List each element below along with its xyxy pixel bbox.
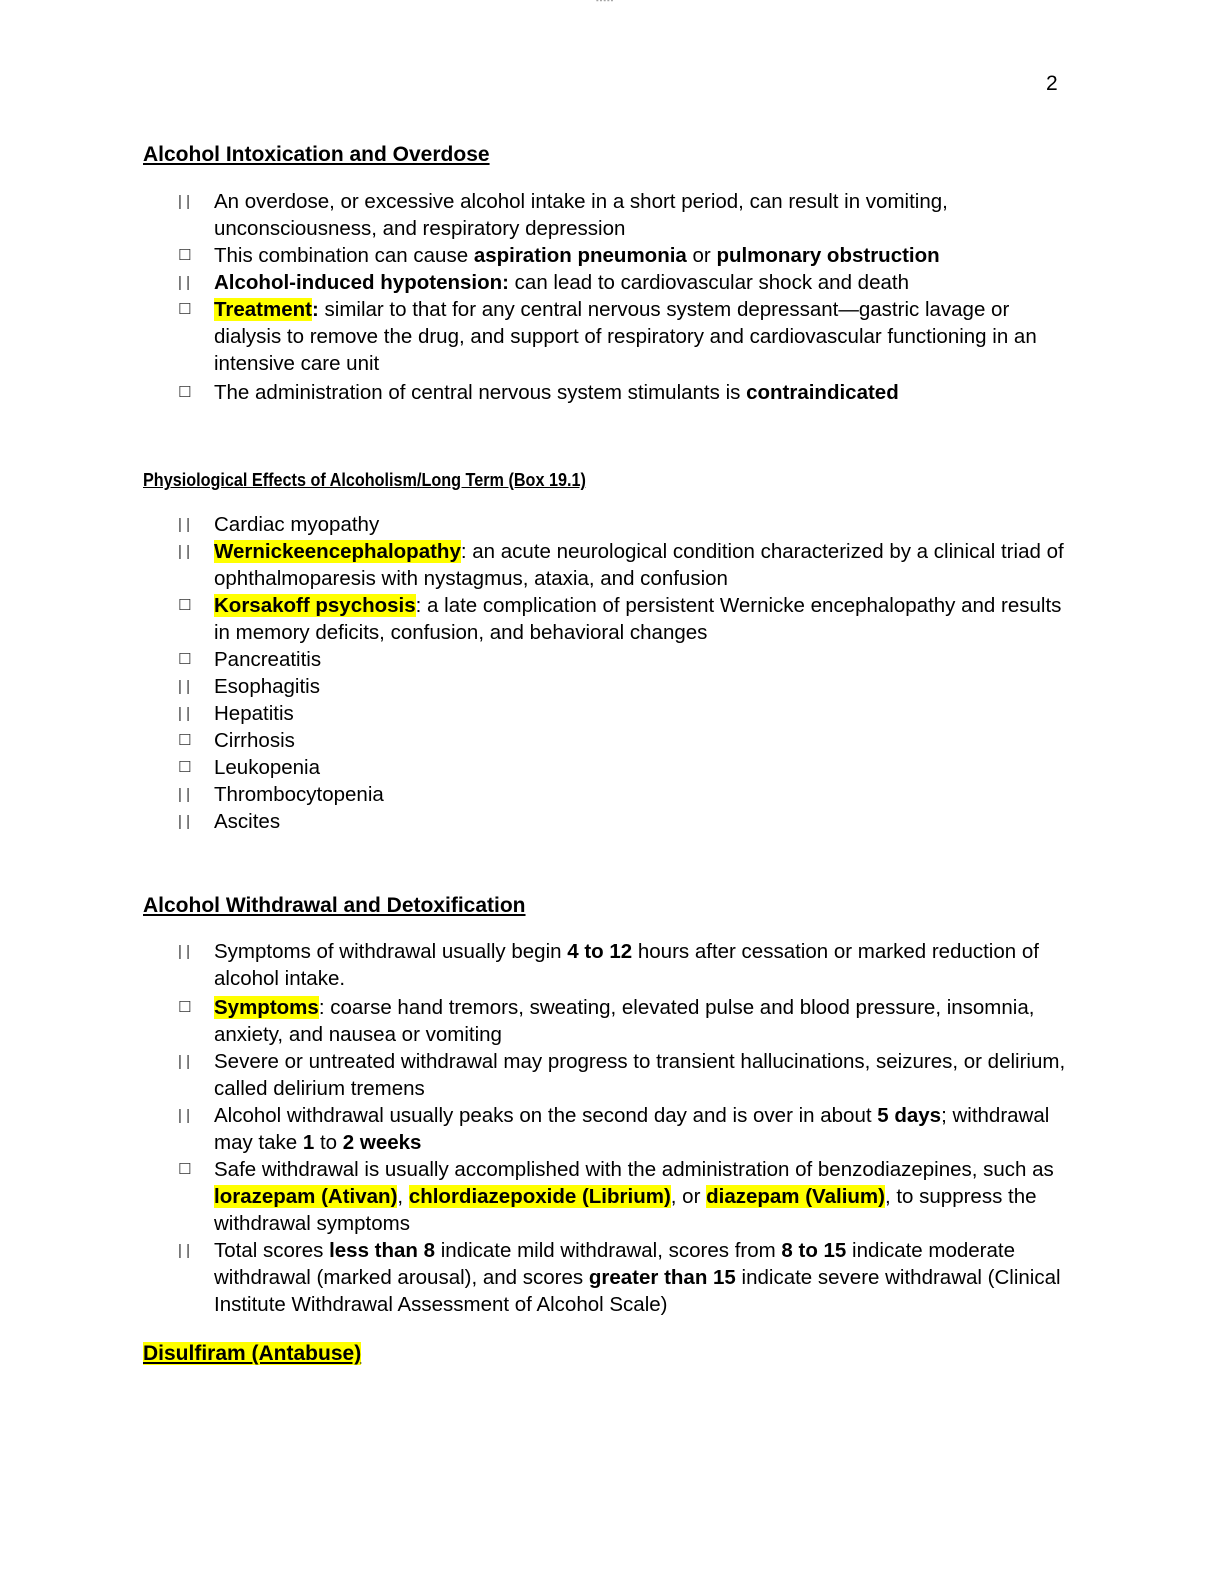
list-item: | | Symptoms of withdrawal usually begin 4 to 12 hours after cessation or marked reduction of alcohol intake. — [178, 940, 1039, 990]
bullet-icon: ☐ — [178, 301, 192, 318]
section-title-withdrawal: Alcohol Withdrawal and Detoxification — [143, 894, 526, 917]
list-item: ☐ Pancreatitis — [178, 648, 322, 671]
list-item: | | Thrombocytopenia — [178, 783, 384, 806]
bullet-icon: | | — [178, 813, 190, 830]
bullet-icon: ☐ — [178, 1161, 192, 1178]
list-item: ☐ Safe withdrawal is usually accomplished with the administration of benzodiazepines, such as lorazepam (Ativan), chlordiazepoxide (Librium), or diazepam (Valium), to suppress the withdrawal symptoms — [178, 1158, 1054, 1235]
withdrawal-list — [178, 938, 1068, 1318]
list-item: | | Severe or untreated withdrawal may progress to transient hallucinations, seizures, or delirium, called delirium tremens — [178, 1050, 1066, 1100]
bullet-icon: ☐ — [178, 999, 192, 1016]
list-item: ☐ The administration of central nervous system stimulants is contraindicated — [178, 381, 899, 404]
list-item: | | Total scores less than 8 indicate mild withdrawal, scores from 8 to 15 indicate moderate withdrawal (marked arousal), and scores greater than 15 indicate severe withdrawal (Clinical Institute Withdrawal Assessment of Alcohol Scale) — [178, 1239, 1061, 1316]
list-item: | | Hepatitis — [178, 702, 294, 725]
physiological-effects-list — [178, 511, 1068, 835]
list-item: | | An overdose, or excessive alcohol intake in a short period, can result in vomiting, unconsciousness, and respiratory depression — [178, 190, 948, 240]
bullet-icon: | | — [178, 274, 190, 291]
section-title-physiological-effects: Physiological Effects of Alcoholism/Long Term (Box 19.1) — [143, 470, 586, 490]
section-title-intoxication: Alcohol Intoxication and Overdose — [143, 143, 490, 166]
top-mark: ----- — [596, 0, 615, 5]
bullet-icon: ☐ — [178, 384, 192, 401]
list-item: ☐ Leukopenia — [178, 756, 321, 779]
list-item: | | Cardiac myopathy — [178, 513, 380, 536]
list-item: ☐ This combination can cause aspiration pneumonia or pulmonary obstruction — [178, 244, 940, 267]
page-number: 2 — [1046, 72, 1058, 95]
section-title-disulfiram: Disulfiram (Antabuse) — [143, 1342, 362, 1365]
list-item: ☐ Symptoms: coarse hand tremors, sweating, elevated pulse and blood pressure, insomnia, anxiety, and nausea or vomiting — [178, 996, 1035, 1046]
bullet-icon: | | — [178, 943, 190, 960]
bullet-icon: | | — [178, 516, 190, 533]
list-item: ☐ Cirrhosis — [178, 729, 295, 752]
bullet-icon: | | — [178, 543, 190, 560]
bullet-icon: | | — [178, 193, 190, 210]
bullet-icon: ☐ — [178, 597, 192, 614]
bullet-icon: | | — [178, 1242, 190, 1259]
list-item: | | Alcohol-induced hypotension: can lead to cardiovascular shock and death — [178, 271, 909, 294]
list-item: | | Ascites — [178, 810, 281, 833]
list-item: ☐ Treatment: similar to that for any central nervous system depressant—gastric lavage or dialysis to remove the drug, and support of respiratory and cardiovascular functioning in an intensive care unit — [178, 298, 1037, 375]
list-item: | | Esophagitis — [178, 675, 320, 698]
bullet-icon: ☐ — [178, 651, 192, 668]
bullet-icon: | | — [178, 705, 190, 722]
bullet-icon: ☐ — [178, 759, 192, 776]
bullet-icon: | | — [178, 1053, 190, 1070]
bullet-icon: | | — [178, 1107, 190, 1124]
bullet-icon: | | — [178, 786, 190, 803]
bullet-icon: ☐ — [178, 247, 192, 264]
list-item: ☐ Korsakoff psychosis: a late complication of persistent Wernicke encephalopathy and results in memory deficits, confusion, and behavioral changes — [178, 594, 1062, 644]
intoxication-list — [178, 188, 1068, 406]
bullet-icon: | | — [178, 678, 190, 695]
list-item: | | Wernickeencephalopathy: an acute neurological condition characterized by a clinical triad of ophthalmoparesis with nystagmus, ataxia, and confusion — [178, 540, 1064, 590]
list-item: | | Alcohol withdrawal usually peaks on the second day and is over in about 5 days; withdrawal may take 1 to 2 weeks — [178, 1104, 1050, 1154]
bullet-icon: ☐ — [178, 732, 192, 749]
